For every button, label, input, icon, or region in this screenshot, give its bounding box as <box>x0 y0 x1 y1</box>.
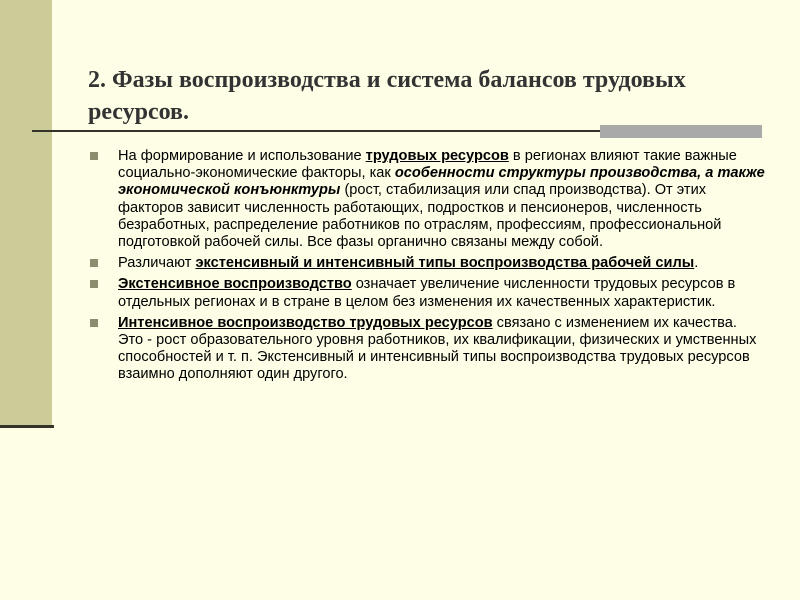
text-run: . <box>694 255 699 272</box>
bullet-item-formation <box>90 148 765 251</box>
text-run: в регионах влияют такие важные социально-экономические факторы, как <box>118 148 737 182</box>
term-labor-resources: трудовых ресурсов <box>365 148 509 164</box>
term-reproduction-types: экстенсивный и интенсивный типы воспроизводства рабочей силы <box>195 255 695 272</box>
bullet-item-extensive <box>90 276 765 310</box>
slide-title: 2. Фазы воспроизводства и система балансов трудовых ресурсов. <box>88 67 686 125</box>
square-bullet-icon <box>90 319 98 327</box>
bullet-item-intensive <box>90 315 765 384</box>
bullet-item-types <box>90 255 765 272</box>
title-accent-bar <box>600 125 762 138</box>
left-decorative-bar <box>0 0 52 425</box>
square-bullet-icon <box>90 152 98 160</box>
square-bullet-icon <box>90 280 98 288</box>
text-run: (рост, стабилизация или спад производства). От этих факторов зависит численность работающих, подростков и пенсионеров, численность безработных, распределение работников по отраслям, профессиям, профессиональной подготовкой рабочей силы. Все фазы органично связаны между собой. <box>118 182 722 251</box>
text-run: Различают <box>118 255 196 272</box>
text-run: На формирование и использование <box>118 148 366 164</box>
text-run: означает увеличение численности трудовых ресурсов в отдельных регионах и в стране в целом без изменения их качественных характеристик. <box>118 276 736 310</box>
term-intensive-reproduction: Интенсивное воспроизводство трудовых ресурсов <box>118 314 493 331</box>
term-extensive-reproduction: Экстенсивное воспроизводство <box>118 276 352 293</box>
square-bullet-icon <box>90 259 98 267</box>
text-run: связано с изменением их качества. Это - рост образовательного уровня работников, их квалификации, физических и умственных способностей и т. п. Экстенсивный и интенсивный типы воспроизводства трудовых ресурсов взаимно дополняют один другого. <box>118 314 757 383</box>
emphasis-production-structure: особенности структуры производства, а также экономической конъюнктуры <box>118 165 765 199</box>
left-bar-bottom-rule <box>0 425 54 428</box>
bullet-list <box>90 148 765 388</box>
